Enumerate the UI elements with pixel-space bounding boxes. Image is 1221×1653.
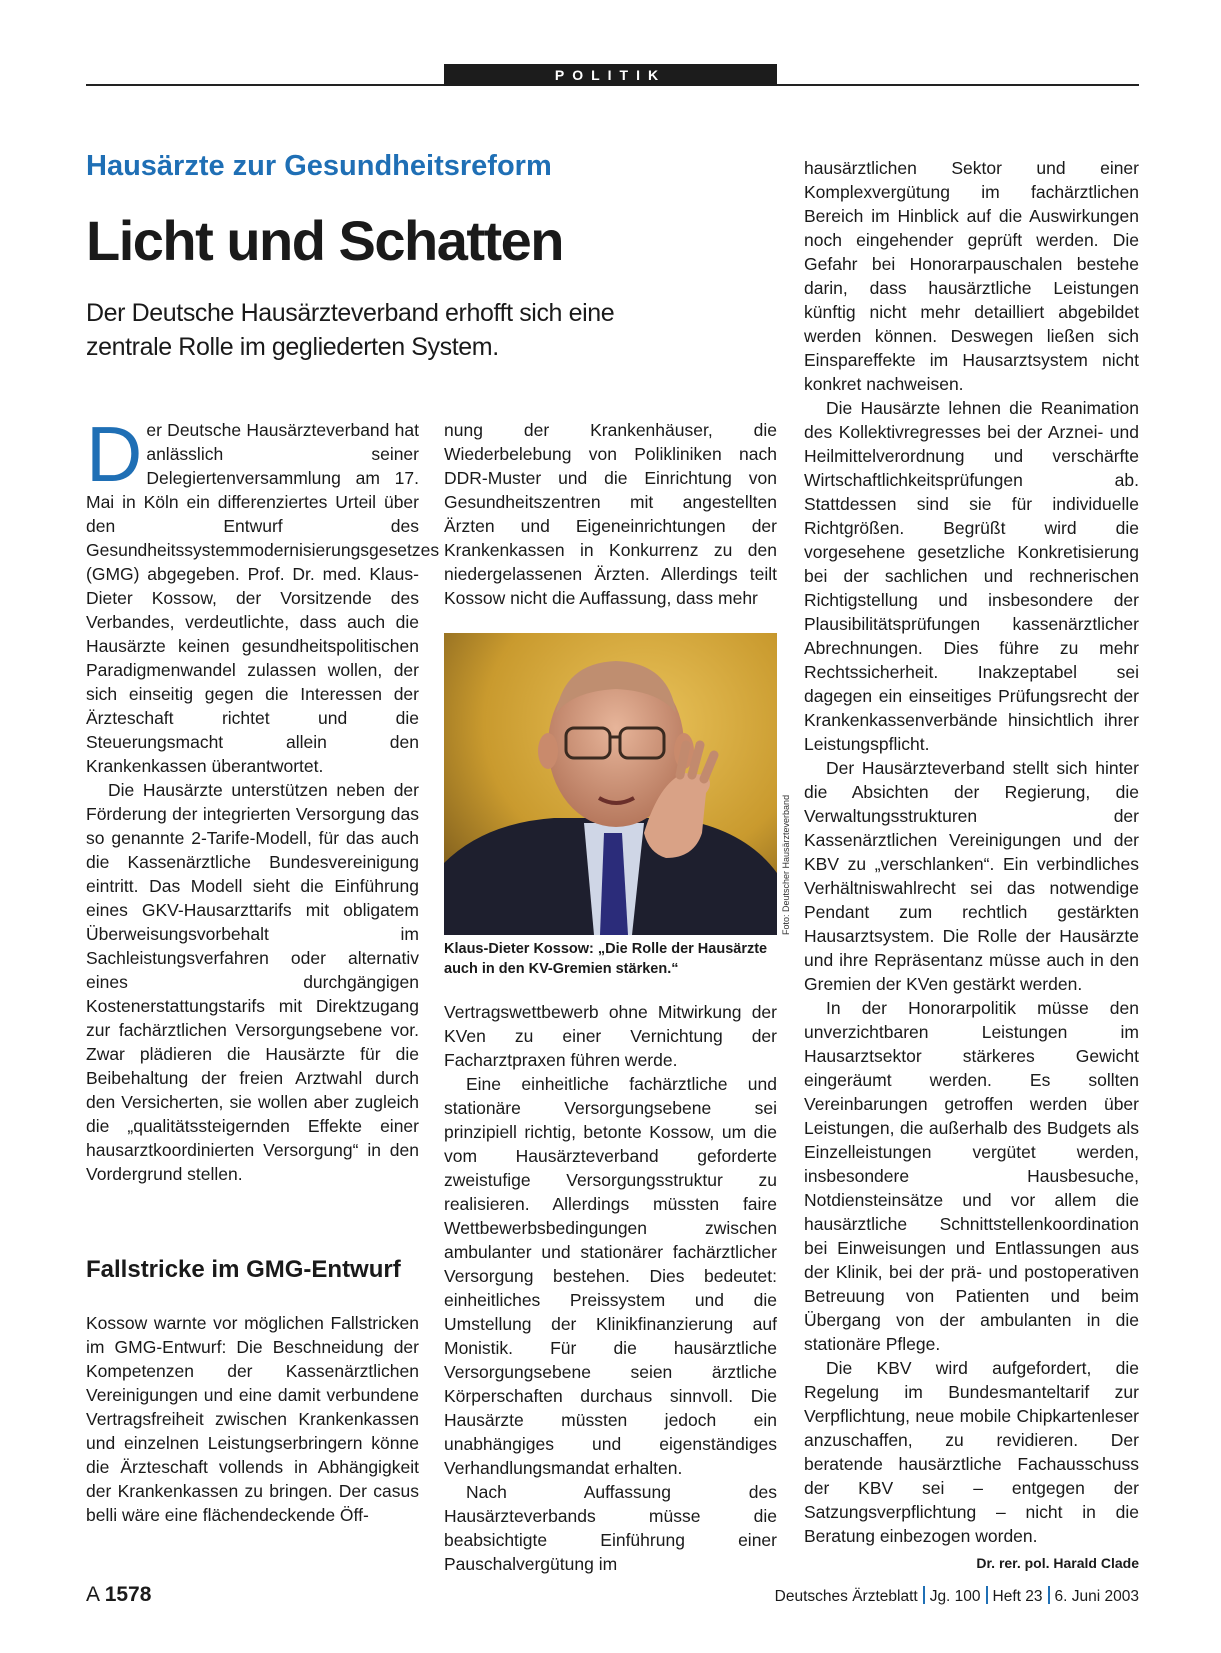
column-3: [804, 156, 1139, 1575]
separator: [1048, 1586, 1050, 1604]
page-number: [86, 1583, 151, 1607]
paragraph: In der Honorarpolitik müsse den unverzichtbaren Leistungen im Hausarztsektor stärkeres Gewicht eingeräumt werden. Es sollten Vereinbarungen getroffen werden über Leistungen, die außerhalb des Budgets als Einzelleistungen vergütet werden, insbesondere Hausbesuche, Notdiensteinsätze und vor allem die hausärztliche Schnittstellenkoordination bei Einweisungen und Entlassungen aus der Klinik, bei der prä- und postoperativen Betreuung von Patienten und beim Übergang von der ambulanten in die stationäre Pflege.: [804, 998, 1139, 1354]
journal-issue: Heft 23: [992, 1588, 1043, 1605]
photo-caption: Klaus-Dieter Kossow: „Die Rolle der Hausärzte auch in den KV-Gremien stärken.“: [444, 941, 768, 977]
separator: [923, 1586, 925, 1604]
article-kicker: Hausärzte zur Gesundheitsreform: [86, 150, 552, 182]
paragraph: Nach Auffassung des Hausärzteverbands müsse die beabsichtigte Einführung einer Pauschalvergütung im: [444, 1482, 777, 1574]
paragraph: Kossow warnte vor möglichen Fallstricken im GMG-Entwurf: Die Beschneidung der Kompetenzen der Kassenärztlichen Vereinigungen und eine damit verbundene Vertragsfreiheit zwischen Krankenkassen und einzelnen Leistungserbringern könne die Ärzteschaft vollends in Abhängigkeit der Krankenkassen zu bringen. Der casus belli wäre eine flächendeckende Öff-: [86, 1313, 419, 1525]
article-subtitle: Der Deutsche Hausärzteverband erhofft sich eine zentrale Rolle im gegliederten System.: [86, 299, 615, 361]
journal-date: 6. Juni 2003: [1054, 1588, 1139, 1605]
paragraph: [86, 410, 440, 778]
separator: [986, 1586, 988, 1604]
paragraph-text: er Deutsche Hausärzteverband hat anlässlich seiner Delegiertenversammlung am 17. Mai in Köln ein differenziertes Urteil über den Entwurf des Gesundheitssystemmodernisierungsgesetzes (GMG) abgegeben. Prof. Dr. med. Klaus-Dieter Kossow, der Vorsitzende des Verbandes, verdeutlichte, dass auch die Hausärzte keinen gesundheitspolitischen Paradigmenwandel zulassen wollen, der sich einseitig gegen die Interessen der Ärzteschaft richtet und die Steuerungsmacht allein den Krankenkassen überantwortet.: [86, 420, 440, 776]
paragraph: Die Hausärzte unterstützen neben der Förderung der integrierten Versorgung das so genannte 2-Tarife-Modell, für das auch die Kassenärztliche Bundesvereinigung eintritt. Das Modell sieht die Einführung eines GKV-Hausarzttarifs mit obligatem Überweisungsvorbehalt im Sachleistungsverfahren oder alternativ eines durchgängigen Kostenerstattungstarifs mit Direktzugang zur fachärztlichen Versorgungsebene vor. Zwar plädieren die Hausärzte für die Beibehaltung der freien Arztwahl durch den Versicherten, sie wollen aber zugleich die „qualitätssteigernden Effekte einer hausarztkoordinierten Versorgung“ in den Vordergrund stellen.: [86, 780, 419, 1184]
portrait-photo: [444, 633, 777, 935]
photo-credit: Foto: Deutscher Hausärzteverband: [781, 794, 791, 935]
column-2-continued: [444, 1000, 777, 1576]
journal-footer: [775, 1586, 1139, 1606]
column-1-continued: [86, 1311, 419, 1527]
drop-cap: D: [86, 410, 143, 498]
paragraph: [804, 1356, 1139, 1571]
section-subhead: Fallstricke im GMG-Entwurf: [86, 1256, 401, 1283]
page-number-value: 1578: [104, 1583, 152, 1606]
section-rubric: POLITIK: [444, 64, 777, 86]
page-prefix: A: [86, 1583, 99, 1606]
author-byline: Dr. rer. pol. Harald Clade: [976, 1555, 1139, 1571]
paragraph: Eine einheitliche fachärztliche und stationäre Versorgungsebene sei prinzipiell richtig, betonte Kossow, um die vom Hausärzteverband geforderte zweistufige Versorgungsstruktur zu realisieren. Allerdings müssten faire Wettbewerbsbedingungen zwischen ambulanter und stationärer fachärztlicher Versorgung bestehen. Dies bedeutet: einheitliches Preissystem und die Umstellung der Klinikfinanzierung auf Monistik. Für die hausärztliche Versorgungsebene seien ärztliche Körperschaften durchaus sinnvoll. Die Hausärzte müssten jedoch ein unabhängiges und eigenständiges Verhandlungsmandat erhalten.: [444, 1074, 777, 1478]
paragraph-text: Die KBV wird aufgefordert, die Regelung im Bundesmanteltarif zur Verpflichtung, neue mobile Chipkartenleser anzuschaffen, zu revidieren. Der beratende hausärztliche Fachausschuss der KBV sei – entgegen der Satzungsverpflichtung – nicht in die Beratung einbezogen worden.: [804, 1358, 1139, 1546]
column-2: [444, 418, 777, 610]
journal-name: Deutsches Ärzteblatt: [774, 1588, 918, 1605]
article-title: Licht und Schatten: [86, 209, 563, 272]
column-1: [86, 410, 440, 1186]
paragraph: Der Hausärzteverband stellt sich hinter die Absichten der Regierung, die Verwaltungsstrukturen der Kassenärztlichen Vereinigungen und der KBV zu „verschlanken“. Ein verbindliches Verhältniswahlrecht sei das notwendige Pendant zum rechtlich gestärkten Hausarztsystem. Die Rolle der Hausärzte und ihre Repräsentanz müsse auch in den Gremien der KVen gestärkt werden.: [804, 758, 1139, 994]
paragraph: Die Hausärzte lehnen die Reanimation des Kollektivregresses bei der Arznei- und Heilmittelverordnung und verschärfte Wirtschaftlichkeitsprüfungen ab. Stattdessen sind sie für individuelle Richtgrößen. Begrüßt wird die vorgesehene gesetzliche Konkretisierung bei der sachlichen und rechnerischen Richtigstellung und insbesondere der Plausibilitätsprüfungen kassenärztlicher Abrechnungen. Dies führe zu mehr Rechtssicherheit. Inakzeptabel sei dagegen ein einseitiges Prüfungsrecht der Krankenkassenverbände hinsichtlich ihrer Leistungspflicht.: [804, 398, 1139, 754]
portrait-illustration: [444, 633, 777, 935]
paragraph: hausärztlichen Sektor und einer Komplexvergütung im fachärztlichen Bereich im Hinblick auf die Auswirkungen noch eingehender geprüft werden. Die Gefahr bei Honorarpauschalen bestehe darin, dass hausärztliche Leistungen künftig nicht mehr detailliert abgebildet werden können. Deswegen ließen sich Einspareffekte im Hausarztsystem nicht konkret nachweisen.: [804, 158, 1139, 394]
journal-volume: Jg. 100: [929, 1588, 981, 1605]
paragraph: nung der Krankenhäuser, die Wiederbelebung von Polikliniken nach DDR-Muster und die Einrichtung von Gesundheitszentren mit angestellten Ärzten und Eigeneinrichtungen der Krankenkassen in Konkurrenz zu den niedergelassenen Ärzten. Allerdings teilt Kossow nicht die Auffassung, dass mehr: [444, 420, 777, 608]
paragraph: Vertragswettbewerb ohne Mitwirkung der KVen zu einer Vernichtung der Facharztpraxen führen werde.: [444, 1002, 777, 1070]
